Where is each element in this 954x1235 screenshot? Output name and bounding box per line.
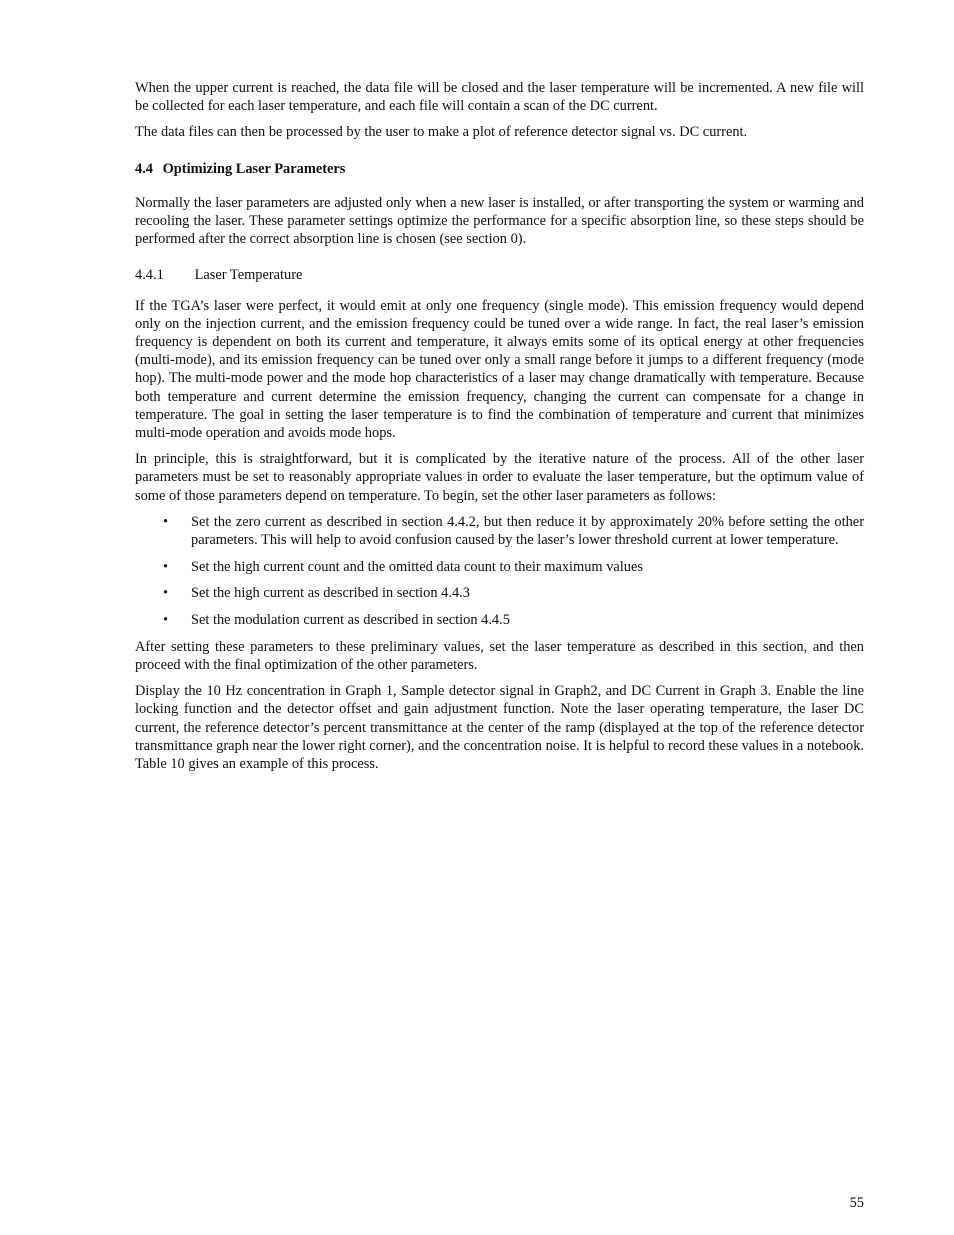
parameter-bullet-list: [135, 513, 864, 630]
document-page: [135, 79, 864, 781]
list-item-text: Set the high current count and the omitted data count to their maximum values: [191, 558, 643, 575]
section-intro-paragraph: Normally the laser parameters are adjusted only when a new laser is installed, or after transporting the system or warming and recooling the laser. These parameter settings optimize the performance for a specific absorption line, so these steps should be performed after the correct absorption line is chosen (see section 0).: [135, 194, 864, 248]
paragraph-upper-current: When the upper current is reached, the data file will be closed and the laser temperature will be incremented. A new file will be collected for each laser temperature, and each file will contain a scan of the DC current.: [135, 80, 864, 115]
paragraph-laser-perfect: If the TGA’s laser were perfect, it would emit at only one frequency (single mode). This emission frequency would depend only on the injection current, and the emission frequency could be tuned over a wide range. In fact, the real laser’s emission frequency is dependent on both its current and temperature, it always emits some of its optical energy at other frequencies (multi-mode), and its emission frequency can be tuned over only a small range before it jumps to a different frequency (mode hop). The multi-mode power and the mode hop characteristics of a laser may change dramatically with temperature. Because both temperature and current determine the emission frequency, changing the current can compensate for a change in temperature. The goal in setting the laser temperature is to find the combination of temperature and current that minimizes multi-mode operation and avoids mode hops.: [135, 297, 864, 442]
list-item: [135, 513, 864, 549]
section-heading: [135, 160, 864, 178]
subsection-title: Laser Temperature: [194, 267, 303, 284]
list-item: [135, 611, 864, 629]
list-item-text: Set the high current as described in section 4.4.3: [191, 585, 470, 602]
bullet-icon: •: [163, 513, 169, 530]
paragraph-display-graphs: Display the 10 Hz concentration in Graph 1, Sample detector signal in Graph2, and DC Current in Graph 3. Enable the line locking function and the detector offset and gain adjustment function. Note the laser operating temperature, the laser DC current, the reference detector’s percent transmittance at the center of the ramp (displayed at the top of the reference detector transmittance graph near the lower right corner), and the concentration noise. It is helpful to record these values in a notebook. Table 10 gives an example of this process.: [135, 683, 864, 773]
bullet-icon: •: [163, 612, 169, 629]
list-item-text: Set the zero current as described in section 4.4.2, but then reduce it by approximately 20% before setting the other parameters. This will help to avoid confusion caused by the laser’s lower threshold current at lower temperature.: [191, 513, 864, 549]
page-number: 55: [849, 1195, 864, 1211]
bullet-icon: •: [163, 585, 169, 602]
paragraph-after-setting: After setting these parameters to these preliminary values, set the laser temperature as described in this section, and then proceed with the final optimization of the other parameters.: [135, 638, 864, 674]
list-item: [135, 558, 864, 576]
paragraph-data-files: The data files can then be processed by the user to make a plot of reference detector signal vs. DC current.: [135, 124, 748, 141]
list-item: [135, 584, 864, 602]
subsection-heading: [135, 266, 864, 284]
subsection-number: 4.4.1: [135, 267, 164, 284]
list-item-text: Set the modulation current as described in section 4.4.5: [191, 612, 510, 629]
section-number: 4.4: [135, 160, 153, 177]
section-title: Optimizing Laser Parameters: [162, 160, 346, 177]
bullet-icon: •: [163, 558, 169, 575]
paragraph-principle: In principle, this is straightforward, but it is complicated by the iterative nature of the process. All of the other laser parameters must be set to reasonably appropriate values in order to evaluate the laser temperature, but the optimum value of some of those parameters depend on temperature. To begin, set the other laser parameters as follows:: [135, 451, 864, 504]
